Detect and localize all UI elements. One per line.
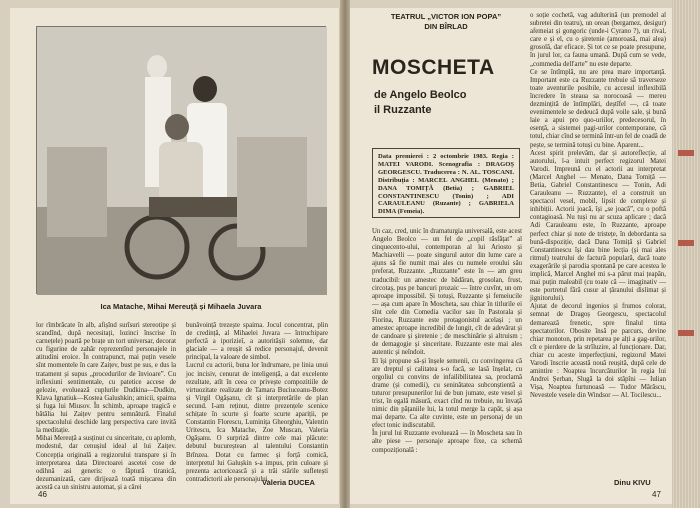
article-column: lor rîmbrăcate în alb, afișînd surîsuri stereotipe și scandînd, după necesitați, lozinci înscrise în carnețele) poartă pe brațe un tort universar, decorat cu figurine de zahăr reprezentînd personajele in atitudini eroice. În contrapunct, mai puțin vesele sînt momentele în care Zaițev, bust pe sus, e dus la tratament și supus „procedurilor de învioare”. Cu inflexiuni sentimentale, cu patetice accese de gelozie, evoluează cuplurile Dudkina—Dudkin, Klava Ignatiuk—Kostea Galushkin; amicii, spaima și fuga lui Miusov. În schimb, aproape tragică e bătălia lui Zaițev pentru semnătură. Finalul spectacolului deschide larg perspectiva care invită la meditație. Mihai Mereuță a susținut cu sinceritate, cu aplomb, modestul, dar cenușiul ideal al lui Zaițev. Concepția originală a regizorului transpare și în interpretarea data Directoarei ascetei cose de odihnă asi generis: o făptură tiranică, dezumanizată, care dirijează toată mișcarea din acestă ca un sinistru automat, și a cărei xyxy=(36,322,176,491)
theatre-name: TEATRUL „VICTOR ION POPA” xyxy=(390,12,502,21)
article-column: bunăvoință trezește spaima. Jocul concentrat, plin de credință, al Mihaelei Juvara — întruchipare perfectă a iporizieî, a autoritășii solemne, dar glaciale — a reușit să redice personajul, devenit principal, la valoare de simbol. Lucrul cu actorii, buna lor îndrumare, pe linia unui joc incisiv, cenurat de inteligență, a dat excelente rezultate, atît în ceea ce privește compozitiile de virtuozitate realizate de Tamara Buciuceanu-Botez și Virgil Ogășanu, cît și interpretările de plan secund. I-am reținut, dintre prezențele scenice schițate în scurte și foarte scurte apariții, pe Constantin Florescu, Luminița Gheorghiu, Valentin Uritescu, Ica Matache, Zoe Muscan, Valeria Ogășanu. O surpriză dintre cele mai plăcute: debutul bucureștean al talentului Constantin Brînzea. Dotat cu farmec și forță comică, interpretul lui Galușkin s-a impus, prin culoare și prezenta actoricească și a trăi stările sufletești contradictorii ale personajului. xyxy=(186,322,328,483)
edge-tab xyxy=(678,330,694,336)
author-signature: Valeria DUCEA xyxy=(262,478,315,487)
play-author xyxy=(374,88,514,118)
stage-photo-image xyxy=(37,27,327,295)
article-column: o soție cochetă, vag adulterină (un premodel al subretei din teatru), un orean (bergamez, desigur) afemeiat și gongoric (unde-i Cyrano ?), un rival, care e și el, cu o șiretenie (amoroasă, mai alea) grosolă, dar eficace. Și tot ce se poate presupune, în jurul lor, ca fauna umană. După cum se vede, „commedia dell'arte” nu este departe. Ce se întîmplă, nu are prea mare importanță. Important este ca Ruzzante trebuie să traverseze toate aventurile posibile, cu accesul inflexibilă încredere în steaua sa norocoasă — mereu dezmințită de întîmplări, deștîfel —, că toate evenimentele se dedeucă după voile sale, și bună laie a apui pro quo-uriilor, predecesorul, în esență, a sistemei pagi-urilor contemporane, că totul, chiar cînd se termină într-un fel de coadă de pește, se termină totuși cu bine. Aparent... Acest spirit prelevăm, dar și autoreflecție, al autorului, l-a intuit perfect regizorul Matei Varodi. Impreună cu el actorii au interpretat (Marcel Anghel — Menato, Dana Tomiță — Betia, Gabriel Constantinescu — Tonin, Adi Carauleanu — Ruzzante), el a construit un spectacol vesel, mobil, lipsit de complexe și inhibiții. Actorii joacă, își „se joacă”, cu o poftă contagioasă. Nu tuși nu ar scuza aplicare ; dacă Adi Carauleanu este, în Ruzzante, aproape perfect chiar și note de tristețe, în debordanta sa bună-dispoziție, dacă Dana Tomiță și Gabriel Constantinescu își dau bine lecția (și mai ales ritmul) teatrului de factură populară, dacă toate exagerările și parodia spontană pe care acestea le implică, Marcel Anghel mi s-a părut mai țeapăn, mai puțin maleabil (cu toate că — imaginativ — este portretul fără cusur al țăranului dislimat și jignitorului). Ajutat de decorul ingenios și frumos colorat, semnat de Dragoș Georgescu, spectacolul demarează frenetic, spre finalul tinta spectatorilor. Obosite însă pe parcurs, devine chiar monoton, prin repetarea pe alți a gag-urilor, cît e pierdere de la strîluzire, al funcționare. Dar, chiar cu aceste imperfecțiuni, regizorul Matei Varodi înscrie această nouă reușită, după cele de amintire : Noaptea încurcăturilor în regia lui Andrei Șerban, Slugă la doi stăpîni — Iulian Vișa, Noaptea furtunoasă — Tudor Mărăscu, Nevestele vesele din Windsor — Al. Tocilescu... xyxy=(530,12,666,400)
page-edge xyxy=(672,0,700,508)
article-column: Un caz, cred, unic în dramaturgia universală, este acest Angelo Beolco — un fel de „copil răsfățat” al cinquecento-ului, contemporan al lui Ariosto și Machiavelli — poate singurul autor din lume care a ajuns să fie numit mai ales cu numele eroului său preferat, Ruzzante. „Ruzzante” este în — am greu traducibil: un amestec de bădăran, grosolan, frust, circotaș, pus pe bancuri prozaic — între cuvînt, un om aproape impossibil. Și totuși, Ruzzante și femeiucile — așa cum apare în Moscheta, sau chiar în titlurile ei sînt cele din Comedia vacilor sau în Pastorala și Fiorina, Ruzzante este protagonistul același ; un amestec aproape incredibil de lungit, cît de adevărat și de candoare și șiretenie ; de meschinărie și altruism ; de demagogie și sinceritate. Ruzzante este mai ales autentic și neîndoit. El își propune să-și înșele semenii, cu convingerea că are dreptul și calitatea s-o facă, se lasă înșelat, cu orgoliul cu convins de infailibilitatea sa, proclamă drame (și comedii), cu seninătatea subconștientă a tuturor presupunerilor lui de bun jumate, este vesel și trist, în egală măsură, exact cînd nu trebuie, nu învață nimic din pățaniile lui, la totul merge la capăt, și așa mai departe. Ca alte cuvinte, este un personaj de un efect tonic indiscutabil. În jurul lui Ruzzante evoluează — în Moscheta sau în alte piese — personaje aproape fixe, ca schemă compozițională : xyxy=(372,228,522,454)
page-number: 47 xyxy=(652,490,661,499)
photo-caption: Ica Matache, Mihai Mereuță și Mihaela Juvara xyxy=(100,302,262,311)
play-author-name: de Angelo Beolco xyxy=(374,89,467,101)
edge-tab xyxy=(678,240,694,246)
play-title: MOSCHETA xyxy=(372,56,495,79)
production-credits-box: Data premierei : 2 octombrie 1983. Regia : MATEI VARODI. Scenografia : DRAGOȘ GEORGESCU. Traducerea : N. AL. TOSCANI. Distribuția : MARCEL ANGHEL (Menato) ; DANA TOMIȚĂ (Betia) ; GABRIEL CONSTANTINESCU (Tonin) ; ADI CARAULEANU (Ruzante) ; GABRIELA DIMA (Femeia). xyxy=(372,148,520,218)
theatre-heading xyxy=(376,12,516,32)
page-number: 46 xyxy=(38,490,47,499)
page-gutter xyxy=(340,0,350,508)
theatre-city: DIN BÎRLAD xyxy=(424,22,468,31)
edge-tab xyxy=(678,150,694,156)
stage-photo xyxy=(36,26,326,294)
author-signature: Dinu KIVU xyxy=(614,478,651,487)
play-author-alias: il Ruzzante xyxy=(374,104,432,116)
